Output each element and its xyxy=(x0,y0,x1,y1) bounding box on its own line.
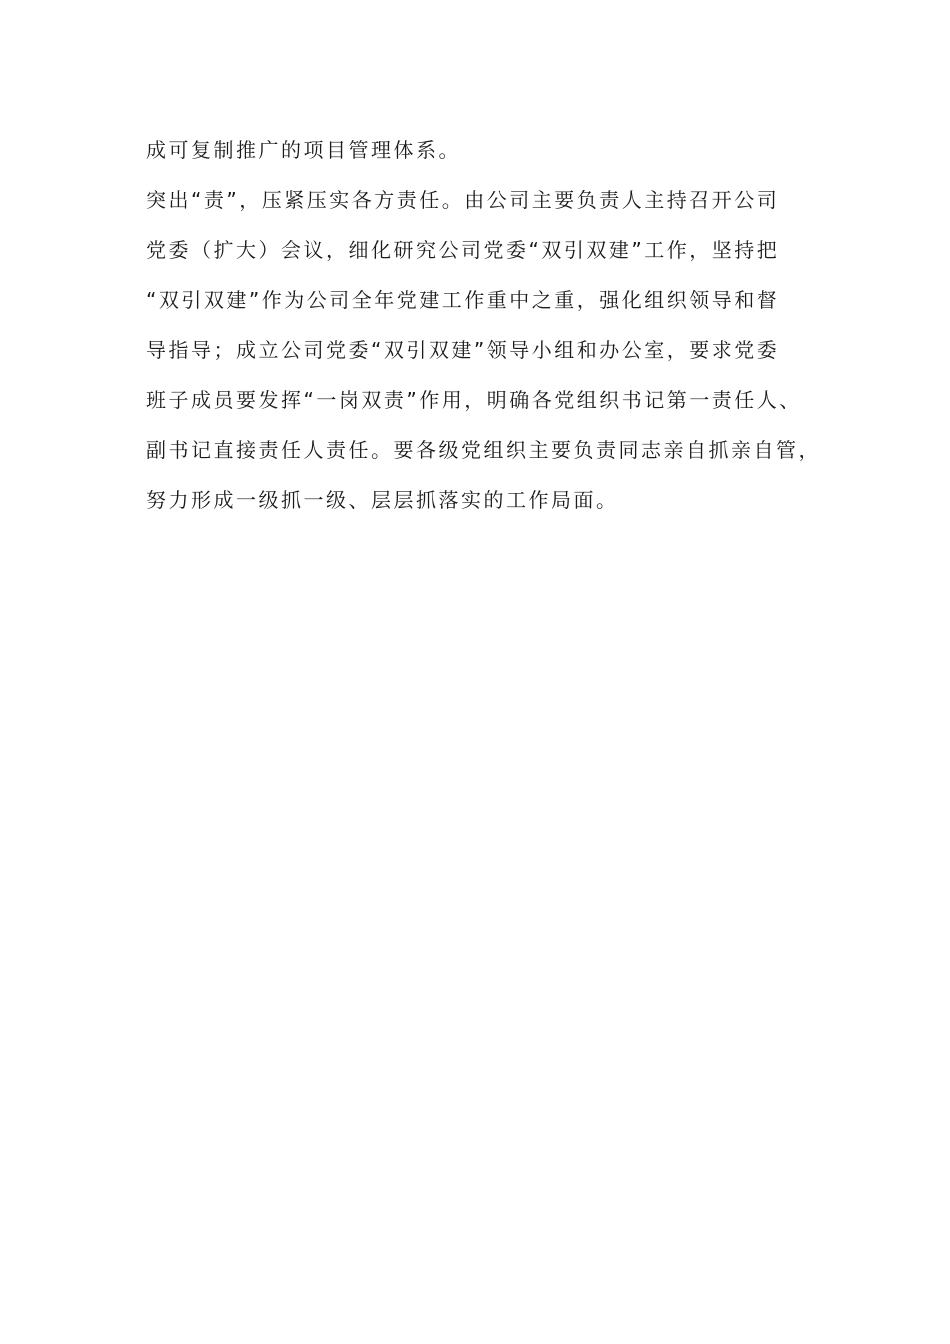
text-line: “双引双建”作为公司全年党建工作重中之重，强化组织领导和督 xyxy=(146,288,780,312)
text-line: 党委（扩大）会议，细化研究公司党委“双引双建”工作，坚持把 xyxy=(146,238,780,262)
text-line: 导指导；成立公司党委“双引双建”领导小组和办公室，要求党委 xyxy=(146,338,780,362)
text-line: 班子成员要发挥“一岗双责”作用，明确各党组织书记第一责任人、 xyxy=(146,388,802,412)
text-line: 突出“责”，压紧压实各方责任。由公司主要负责人主持召开公司 xyxy=(146,188,780,212)
text-line: 成可复制推广的项目管理体系。 xyxy=(146,138,461,162)
text-line: 努力形成一级抓一级、层层抓落实的工作局面。 xyxy=(146,488,619,512)
text-line: 副书记直接责任人责任。要各级党组织主要负责同志亲自抓亲自管， xyxy=(146,438,821,462)
